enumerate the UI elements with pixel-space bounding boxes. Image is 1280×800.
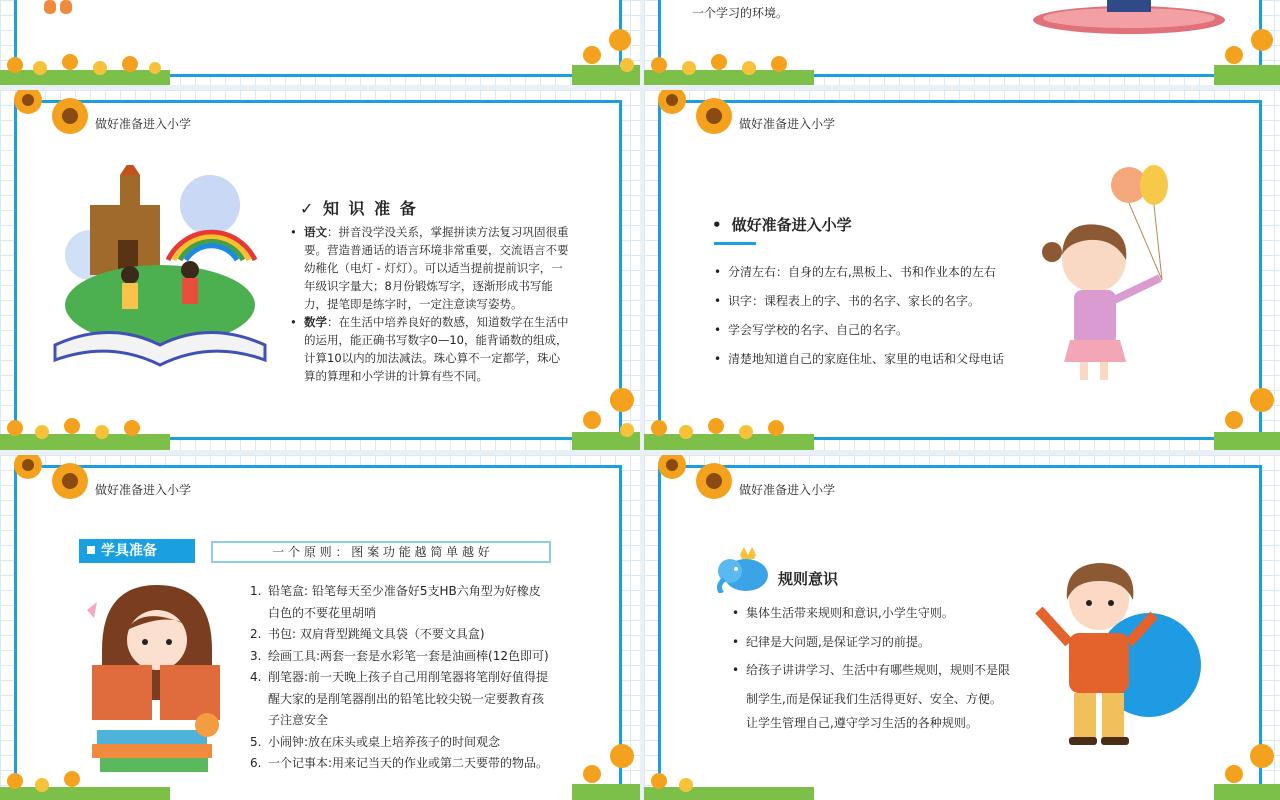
check-icon: ✓ (300, 199, 316, 218)
sunflower-corner (654, 455, 734, 505)
list-item: • 识字：课程表上的字、书的名字、家长的名字。 (712, 287, 1032, 316)
list-item: • 集体生活带来规则和意识,小学生守则。 (730, 599, 1012, 628)
slide-knowledge[interactable] (0, 90, 640, 450)
item-text: 削笔器:前一天晚上孩子自己用削笔器将笔削好值得提醒大家的是削笔器削出的铅笔比较尖锐一定要教育孩子注意安全 (268, 670, 549, 727)
grass-flowers-right (572, 382, 640, 450)
list-item (250, 646, 550, 668)
rules-extra-line: 让学生管理自己,遵守学习生活的各种规则。 (746, 716, 978, 730)
item-number: 6. (250, 756, 262, 770)
grass-flowers-right (1214, 738, 1280, 800)
item-text: ：拼音没学没关系，掌握拼读方法复习巩固很重要。营造普通话的语言环境非常重要，交流语言不要幼稚化（电灯 - 灯灯）。可以适当提前提前识字，一年级识字量大；8月份锻炼写字，逐渐形成书写能力，提笔即是练字时，一定注意读写姿势。 (304, 225, 569, 311)
girl-balloon-illustration (1034, 160, 1184, 390)
list-item: • 纪律是大问题,是保证学习的前提。 (730, 628, 1012, 657)
slide-header: 做好准备进入小学 (95, 117, 192, 131)
sunflower-corner (654, 90, 734, 140)
elephant-icon (716, 547, 776, 593)
item-label: 数学 (304, 315, 327, 329)
castle-book-illustration (50, 165, 270, 370)
fragment-text: 一个学习的环境。 (692, 6, 789, 20)
list-item: • 给孩子讲讲学习、生活中有哪些规则，规则不是限制学生,而是保证我们生活得更好、安全、方便。 (730, 656, 1012, 713)
sunflower-corner (10, 455, 90, 505)
grass-flowers-left (644, 40, 814, 85)
item-number: 3. (250, 648, 262, 663)
item-text: 书包: 双肩背型跳绳文具袋（不要文具盒) (268, 627, 485, 641)
list-item: • 学会写学校的名字、自己的名字。 (712, 316, 1032, 345)
child-feet-illustration (40, 0, 80, 20)
slide-header: 做好准备进入小学 (739, 483, 836, 497)
slide-header: 做好准备进入小学 (95, 483, 192, 497)
supplies-list (250, 581, 550, 775)
slide-header: 做好准备进入小学 (739, 117, 836, 131)
slide-top-right[interactable] (644, 0, 1280, 85)
slide-rules[interactable] (644, 455, 1280, 800)
principle-box: 一 个 原 则 ： 图 案 功 能 越 简 单 越 好 (211, 541, 551, 563)
item-text: ：在生活中培养良好的数感，知道数学在生活中的运用，能正确书写数字0—10，能背诵数的组成，计算10以内的加法减法。珠心算不一定都学，珠心算的算理和小学讲的计算有些不同。 (304, 315, 569, 383)
grass-flowers-right (572, 20, 640, 85)
list-item: • 清楚地知道自己的家庭住址、家里的电话和父母电话 (712, 345, 1032, 374)
rug-illustration (1029, 0, 1229, 38)
rules-heading: 规则意识 (778, 570, 839, 588)
boy-waving-illustration (1029, 555, 1204, 755)
list-item (250, 732, 550, 754)
knowledge-heading (300, 196, 418, 219)
list-item (250, 624, 550, 646)
grass-flowers-left (0, 755, 170, 800)
item-text: 绘画工具:两套一套是水彩笔一套是油画棒(12色即可) (268, 648, 549, 663)
ready-heading-text: 做好准备进入小学 (731, 216, 852, 234)
grass-flowers-left (644, 402, 814, 450)
slide-ready[interactable] (644, 90, 1280, 450)
supplies-tag-text: 学具准备 (101, 543, 157, 559)
grass-flowers-left (0, 402, 170, 450)
item-text: 铅笔盒: 铅笔每天至少准备好5支HB六角型为好橡皮白色的不要花里胡哨 (268, 584, 541, 620)
list-item (250, 753, 550, 775)
grass-flowers-left (644, 755, 814, 800)
ready-heading (712, 214, 852, 235)
slide-top-left[interactable] (0, 0, 640, 85)
ready-list (712, 258, 1032, 374)
rules-list (730, 599, 1012, 713)
item-number: 5. (250, 734, 262, 749)
grass-flowers-left (0, 40, 170, 85)
list-item (250, 581, 550, 624)
list-item (288, 223, 570, 313)
girl-reading-illustration (82, 580, 232, 780)
item-number: 1. (250, 584, 262, 598)
grass-flowers-right (1214, 20, 1280, 85)
item-text: 小闹钟:放在床头或桌上培养孩子的时间观念 (268, 734, 501, 749)
bullet-icon: • (712, 216, 722, 234)
grass-flowers-right (572, 738, 640, 800)
grass-flowers-right (1214, 382, 1280, 450)
item-text: 一个记事本:用来记当天的作业或第二天要带的物品。 (268, 756, 549, 770)
list-item (250, 667, 550, 732)
knowledge-list (288, 223, 570, 385)
heading-underline (714, 242, 756, 245)
supplies-tag (79, 539, 195, 563)
sunflower-corner (10, 90, 90, 140)
list-item (288, 313, 570, 385)
item-number: 4. (250, 670, 262, 684)
square-icon (87, 546, 95, 554)
list-item: • 分清左右：自身的左右,黑板上、书和作业本的左右 (712, 258, 1032, 287)
slide-supplies[interactable] (0, 455, 640, 800)
item-number: 2. (250, 627, 262, 641)
item-label: 语文 (304, 225, 327, 239)
knowledge-heading-text: 知 识 准 备 (322, 199, 418, 218)
